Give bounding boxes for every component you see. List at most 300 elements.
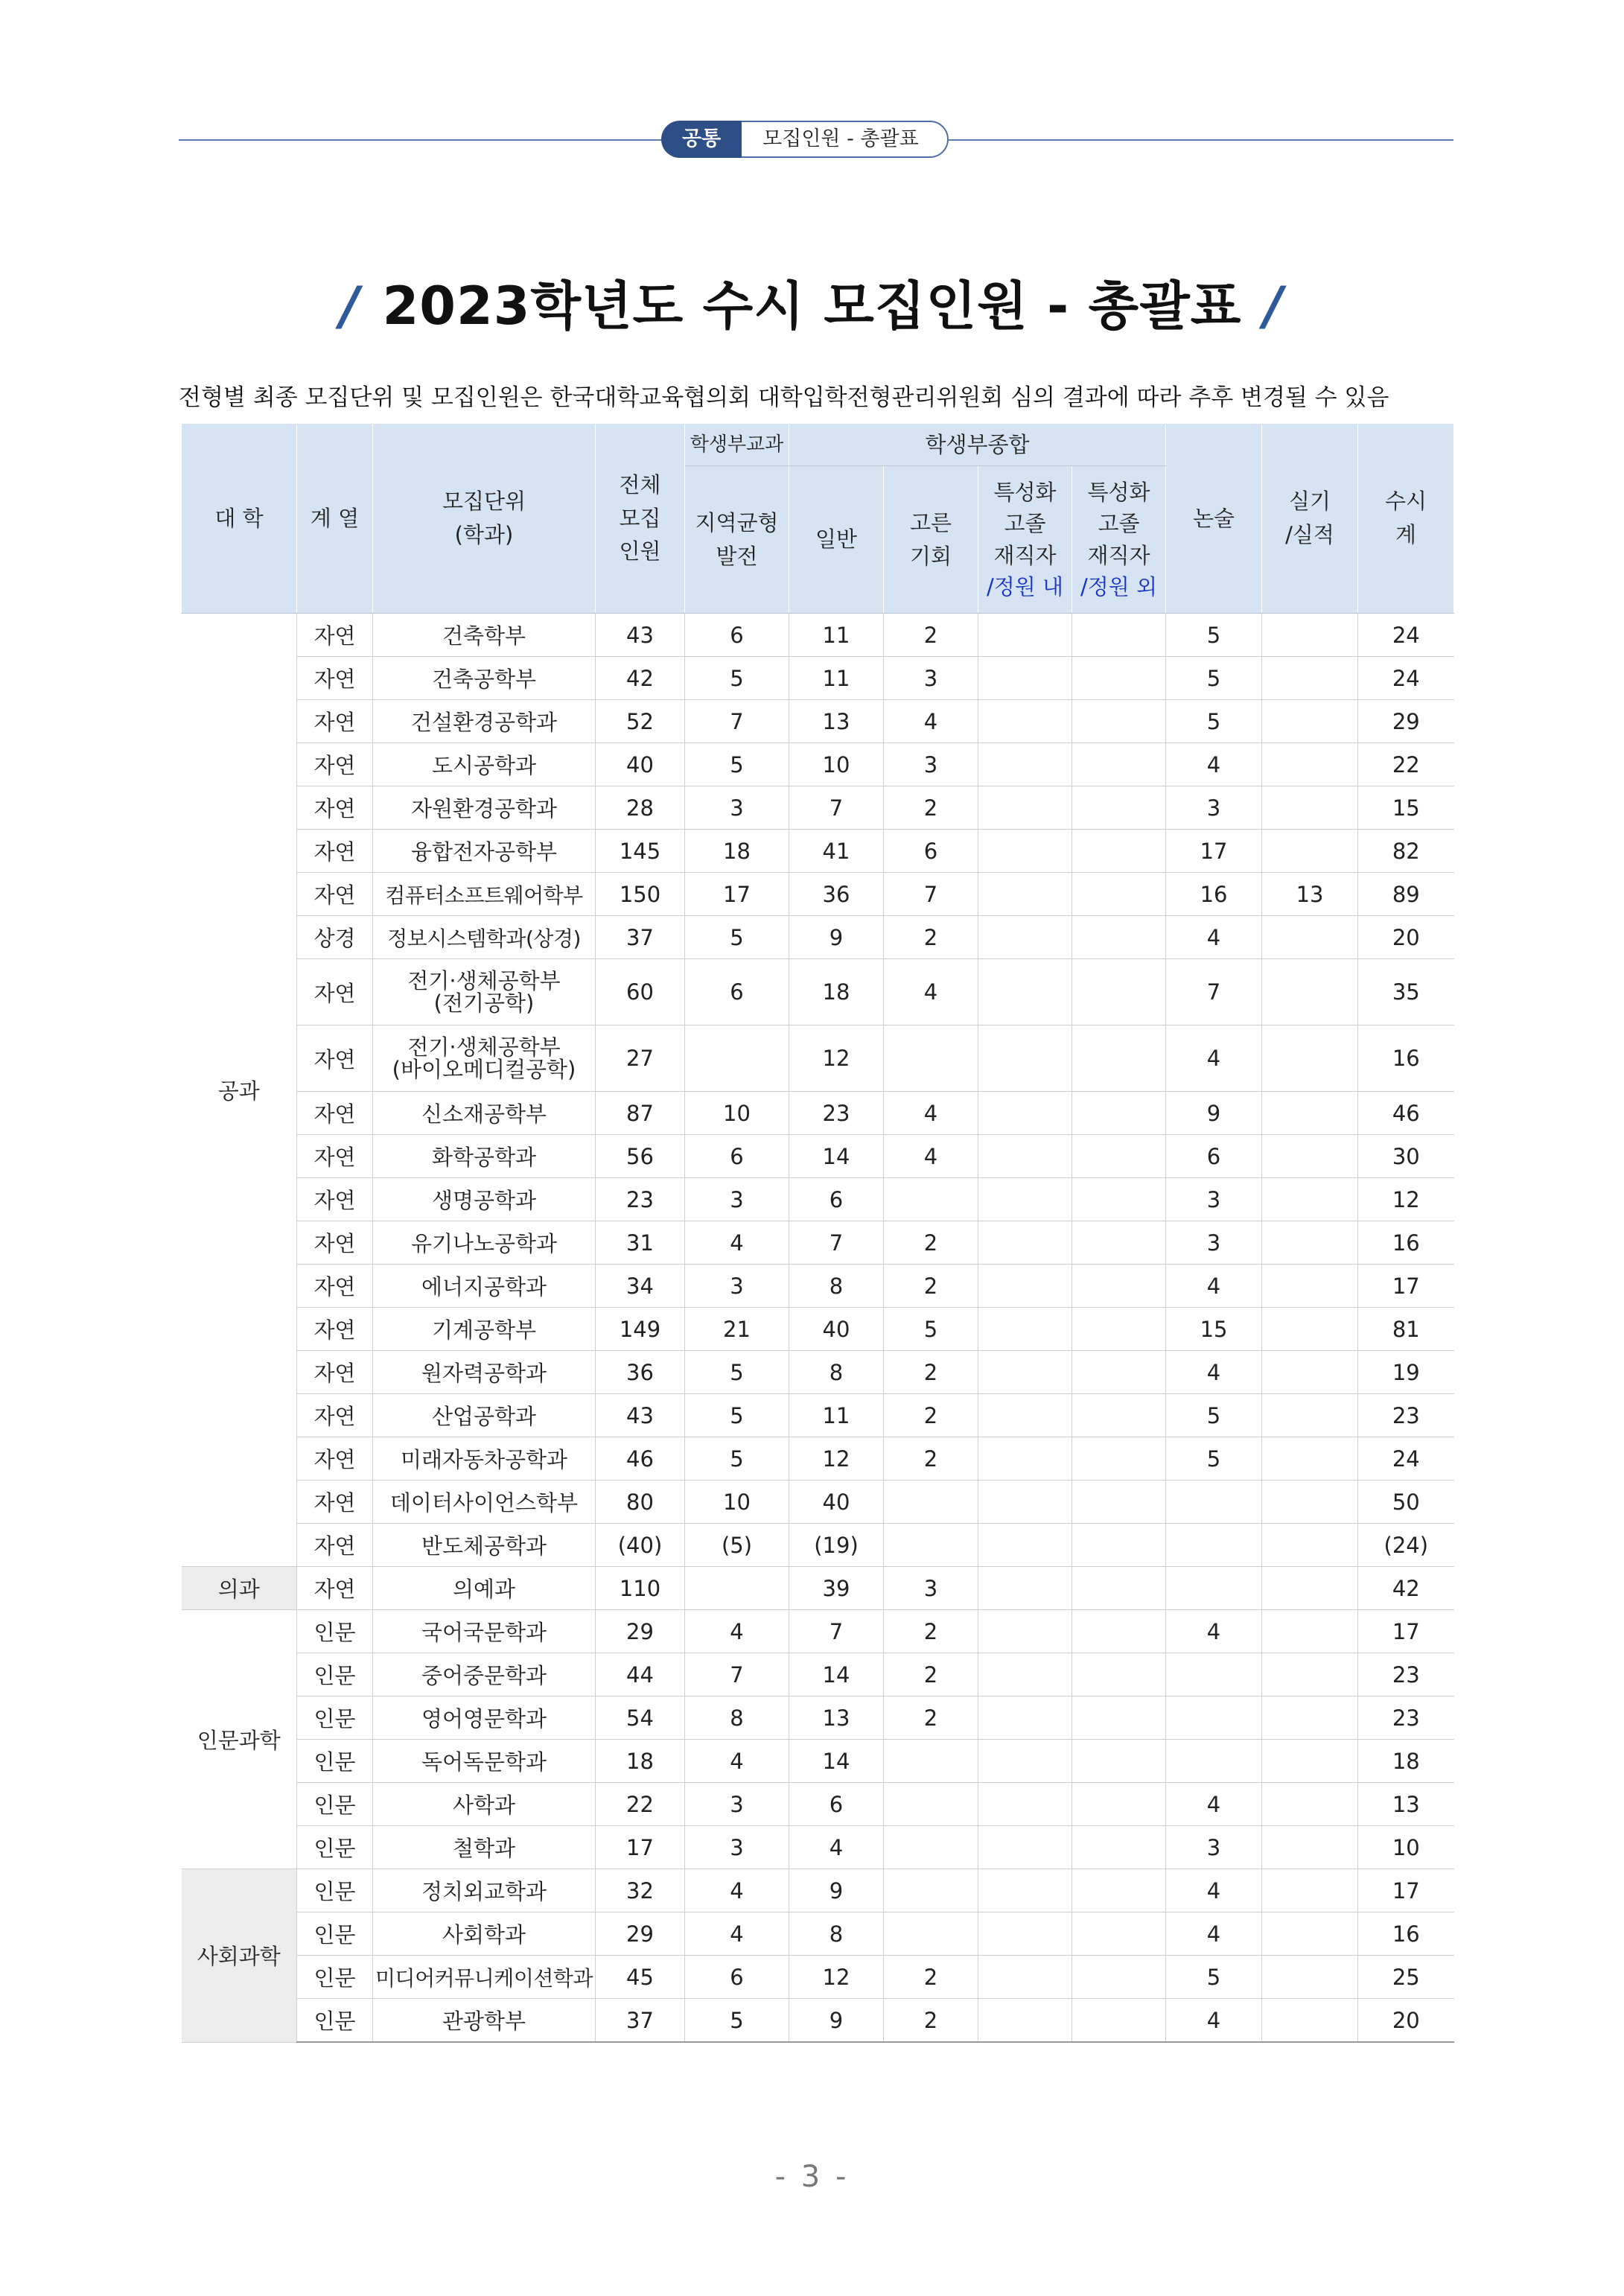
cell-practical	[1262, 1826, 1358, 1869]
cell-equal	[884, 1912, 978, 1956]
cell-general: 14	[789, 1653, 884, 1696]
cell-practical	[1262, 1135, 1358, 1178]
dept-cell: 원자력공학과	[373, 1351, 596, 1394]
cell-essay: 3	[1166, 1221, 1262, 1265]
cell-susi: 12	[1358, 1178, 1454, 1221]
cell-general: 11	[789, 1394, 884, 1437]
table-row	[182, 1178, 1454, 1221]
cell-essay: 3	[1166, 1826, 1262, 1869]
cell-susi: 16	[1358, 1221, 1454, 1265]
cell-spec-in	[978, 916, 1072, 959]
cell-spec-in	[978, 657, 1072, 700]
dept-cell: 영어영문학과	[373, 1696, 596, 1740]
cell-total: 40	[596, 743, 685, 786]
cell-spec-out	[1072, 1956, 1166, 1999]
cell-total: 44	[596, 1653, 685, 1696]
dept-cell: 도시공학과	[373, 743, 596, 786]
cell-spec-out	[1072, 1912, 1166, 1956]
cell-practical	[1262, 959, 1358, 1025]
cell-total: 149	[596, 1308, 685, 1351]
cell-practical	[1262, 1394, 1358, 1437]
cell-general: 23	[789, 1092, 884, 1135]
cell-equal: 4	[884, 1092, 978, 1135]
cell-susi: (24)	[1358, 1524, 1454, 1567]
dept-cell: 정치외교학과	[373, 1869, 596, 1912]
cell-general: 14	[789, 1740, 884, 1783]
cell-spec-out	[1072, 1610, 1166, 1653]
cell-essay	[1166, 1481, 1262, 1524]
cell-practical	[1262, 1437, 1358, 1481]
field-cell: 자연	[297, 1481, 373, 1524]
dept-cell: 관광학부	[373, 1999, 596, 2043]
title-slash-left: /	[340, 276, 360, 337]
cell-spec-in	[978, 1783, 1072, 1826]
cell-general: 6	[789, 1178, 884, 1221]
dept-cell: 자원환경공학과	[373, 786, 596, 830]
cell-practical	[1262, 1092, 1358, 1135]
cell-susi: 24	[1358, 614, 1454, 657]
cell-regional: 5	[685, 916, 789, 959]
table-row	[182, 1025, 1454, 1092]
cell-regional: 6	[685, 1956, 789, 1999]
table-row	[182, 1524, 1454, 1567]
header-special-out: 특성화 고졸 재직자 /정원 외	[1072, 466, 1166, 614]
cell-susi: 10	[1358, 1826, 1454, 1869]
cell-regional: 4	[685, 1869, 789, 1912]
field-cell: 자연	[297, 700, 373, 743]
cell-spec-in	[978, 1265, 1072, 1308]
cell-spec-out	[1072, 1394, 1166, 1437]
cell-general: 4	[789, 1826, 884, 1869]
field-cell: 자연	[297, 1394, 373, 1437]
cell-spec-in	[978, 1221, 1072, 1265]
cell-susi: 15	[1358, 786, 1454, 830]
cell-regional: 5	[685, 657, 789, 700]
cell-regional: 3	[685, 1265, 789, 1308]
cell-practical	[1262, 916, 1358, 959]
cell-essay: 15	[1166, 1308, 1262, 1351]
cell-total: 31	[596, 1221, 685, 1265]
cell-equal: 5	[884, 1308, 978, 1351]
table-row	[182, 614, 1454, 657]
cell-spec-out	[1072, 1826, 1166, 1869]
cell-total: 110	[596, 1567, 685, 1610]
dept-cell: 데이터사이언스학부	[373, 1481, 596, 1524]
table-row	[182, 786, 1454, 830]
cell-practical	[1262, 1740, 1358, 1783]
cell-regional	[685, 1025, 789, 1092]
dept-cell: 유기나노공학과	[373, 1221, 596, 1265]
cell-general: 10	[789, 743, 884, 786]
cell-susi: 19	[1358, 1351, 1454, 1394]
cell-general: 8	[789, 1351, 884, 1394]
cell-regional: 5	[685, 1351, 789, 1394]
cell-practical	[1262, 700, 1358, 743]
cell-spec-in	[978, 1351, 1072, 1394]
field-cell: 자연	[297, 1308, 373, 1351]
cell-equal	[884, 1025, 978, 1092]
cell-general: 40	[789, 1481, 884, 1524]
cell-practical	[1262, 786, 1358, 830]
cell-general: 9	[789, 1869, 884, 1912]
cell-susi: 46	[1358, 1092, 1454, 1135]
title-slash-right: /	[1264, 276, 1284, 337]
cell-total: 56	[596, 1135, 685, 1178]
cell-spec-out	[1072, 1351, 1166, 1394]
cell-spec-out	[1072, 830, 1166, 873]
table-row	[182, 1912, 1454, 1956]
field-cell: 자연	[297, 830, 373, 873]
field-cell: 인문	[297, 1999, 373, 2043]
cell-practical	[1262, 1869, 1358, 1912]
cell-general: 6	[789, 1783, 884, 1826]
field-cell: 인문	[297, 1610, 373, 1653]
college-cell: 의과	[182, 1567, 297, 1610]
cell-equal: 2	[884, 1265, 978, 1308]
field-cell: 인문	[297, 1696, 373, 1740]
table-row	[182, 1221, 1454, 1265]
cell-total: 17	[596, 1826, 685, 1869]
cell-equal: 4	[884, 959, 978, 1025]
cell-spec-in	[978, 700, 1072, 743]
cell-total: 36	[596, 1351, 685, 1394]
cell-total: 52	[596, 700, 685, 743]
field-cell: 인문	[297, 1869, 373, 1912]
cell-susi: 42	[1358, 1567, 1454, 1610]
cell-spec-out	[1072, 1481, 1166, 1524]
cell-practical	[1262, 614, 1358, 657]
cell-total: 87	[596, 1092, 685, 1135]
cell-essay: 6	[1166, 1135, 1262, 1178]
table-row	[182, 1481, 1454, 1524]
cell-practical	[1262, 1025, 1358, 1092]
cell-total: 46	[596, 1437, 685, 1481]
cell-essay: 5	[1166, 1956, 1262, 1999]
cell-equal: 2	[884, 614, 978, 657]
dept-cell: 미래자동차공학과	[373, 1437, 596, 1481]
title-text: 2023학년도 수시 모집인원 - 총괄표	[382, 276, 1242, 337]
field-cell: 인문	[297, 1912, 373, 1956]
field-cell: 자연	[297, 743, 373, 786]
cell-susi: 82	[1358, 830, 1454, 873]
cell-spec-in	[978, 1437, 1072, 1481]
cell-regional: 6	[685, 1135, 789, 1178]
table-row	[182, 1999, 1454, 2043]
header-practical: 실기 /실적	[1262, 424, 1358, 614]
dept-cell: 화학공학과	[373, 1135, 596, 1178]
dept-cell: 반도체공학과	[373, 1524, 596, 1567]
cell-equal: 3	[884, 743, 978, 786]
cell-essay: 5	[1166, 1437, 1262, 1481]
cell-general: 14	[789, 1135, 884, 1178]
field-cell: 자연	[297, 1092, 373, 1135]
cell-susi: 22	[1358, 743, 1454, 786]
cell-susi: 24	[1358, 1437, 1454, 1481]
cell-general: 41	[789, 830, 884, 873]
cell-essay	[1166, 1696, 1262, 1740]
cell-spec-in	[978, 1135, 1072, 1178]
cell-spec-in	[978, 959, 1072, 1025]
cell-spec-in	[978, 1826, 1072, 1869]
cell-general: 11	[789, 657, 884, 700]
cell-spec-in	[978, 786, 1072, 830]
cell-regional: 4	[685, 1221, 789, 1265]
field-cell: 자연	[297, 614, 373, 657]
cell-essay: 5	[1166, 700, 1262, 743]
cell-spec-out	[1072, 1524, 1166, 1567]
cell-regional: 4	[685, 1610, 789, 1653]
college-cell: 인문과학	[182, 1610, 297, 1869]
cell-regional: 5	[685, 1394, 789, 1437]
cell-regional: 18	[685, 830, 789, 873]
header-general: 일반	[789, 466, 884, 614]
cell-essay: 4	[1166, 1999, 1262, 2043]
header-field: 계 열	[297, 424, 373, 614]
cell-practical	[1262, 830, 1358, 873]
cell-essay: 3	[1166, 1178, 1262, 1221]
cell-spec-in	[978, 830, 1072, 873]
cell-spec-out	[1072, 1178, 1166, 1221]
table-row	[182, 1567, 1454, 1610]
header-total: 전체 모집 인원	[596, 424, 685, 614]
cell-essay: 4	[1166, 1265, 1262, 1308]
cell-general: 7	[789, 786, 884, 830]
cell-regional: 17	[685, 873, 789, 916]
cell-spec-out	[1072, 786, 1166, 830]
field-cell: 자연	[297, 786, 373, 830]
field-cell: 상경	[297, 916, 373, 959]
cell-susi: 20	[1358, 916, 1454, 959]
cell-equal: 2	[884, 1351, 978, 1394]
table-row	[182, 700, 1454, 743]
cell-equal: 2	[884, 786, 978, 830]
cell-general: 12	[789, 1025, 884, 1092]
field-cell: 자연	[297, 657, 373, 700]
cell-spec-in	[978, 1696, 1072, 1740]
cell-essay: 3	[1166, 786, 1262, 830]
dept-cell: 산업공학과	[373, 1394, 596, 1437]
cell-total: 23	[596, 1178, 685, 1221]
admission-table	[181, 423, 1454, 2043]
cell-total: 37	[596, 916, 685, 959]
cell-total: 145	[596, 830, 685, 873]
cell-total: 22	[596, 1783, 685, 1826]
cell-equal: 2	[884, 916, 978, 959]
field-cell: 인문	[297, 1783, 373, 1826]
cell-equal: 2	[884, 1394, 978, 1437]
cell-spec-out	[1072, 1437, 1166, 1481]
cell-practical	[1262, 1912, 1358, 1956]
table-row	[182, 1740, 1454, 1783]
cell-equal: 2	[884, 1956, 978, 1999]
cell-susi: 20	[1358, 1999, 1454, 2043]
cell-regional: 6	[685, 614, 789, 657]
cell-total: 45	[596, 1956, 685, 1999]
cell-total: 28	[596, 786, 685, 830]
cell-general: 13	[789, 700, 884, 743]
cell-susi: 25	[1358, 1956, 1454, 1999]
cell-total: 37	[596, 1999, 685, 2043]
dept-cell: 융합전자공학부	[373, 830, 596, 873]
cell-practical	[1262, 1610, 1358, 1653]
cell-essay	[1166, 1653, 1262, 1696]
cell-spec-out	[1072, 1696, 1166, 1740]
cell-general: (19)	[789, 1524, 884, 1567]
field-cell: 자연	[297, 1567, 373, 1610]
category-tag: 공통	[661, 121, 742, 158]
cell-total: 34	[596, 1265, 685, 1308]
table-row	[182, 1653, 1454, 1696]
cell-regional: 4	[685, 1912, 789, 1956]
header-group-gyogwa: 학생부교과	[685, 424, 789, 466]
cell-equal: 2	[884, 1610, 978, 1653]
cell-spec-in	[978, 1178, 1072, 1221]
header-unit: 모집단위 (학과)	[373, 424, 596, 614]
cell-general: 8	[789, 1912, 884, 1956]
cell-regional: 3	[685, 1826, 789, 1869]
cell-equal	[884, 1178, 978, 1221]
cell-susi: 35	[1358, 959, 1454, 1025]
cell-equal: 6	[884, 830, 978, 873]
cell-total: 43	[596, 1394, 685, 1437]
cell-susi: 16	[1358, 1912, 1454, 1956]
cell-total: 32	[596, 1869, 685, 1912]
dept-cell: 에너지공학과	[373, 1265, 596, 1308]
cell-spec-in	[978, 1912, 1072, 1956]
cell-essay: 4	[1166, 1610, 1262, 1653]
cell-spec-in	[978, 743, 1072, 786]
section-name: 모집인원 - 총괄표	[728, 121, 948, 158]
cell-susi: 17	[1358, 1265, 1454, 1308]
dept-cell: 전기·생체공학부 (전기공학)	[373, 959, 596, 1025]
dept-cell: 전기·생체공학부 (바이오메디컬공학)	[373, 1025, 596, 1092]
cell-regional	[685, 1567, 789, 1610]
cell-practical	[1262, 1265, 1358, 1308]
cell-general: 39	[789, 1567, 884, 1610]
cell-equal: 2	[884, 1437, 978, 1481]
field-cell: 자연	[297, 959, 373, 1025]
table-row	[182, 1308, 1454, 1351]
header-special-in: 특성화 고졸 재직자 /정원 내	[978, 466, 1072, 614]
cell-spec-in	[978, 1567, 1072, 1610]
cell-spec-in	[978, 1740, 1072, 1783]
cell-total: (40)	[596, 1524, 685, 1567]
table-row	[182, 1394, 1454, 1437]
cell-susi: 29	[1358, 700, 1454, 743]
cell-spec-out	[1072, 614, 1166, 657]
table-row	[182, 959, 1454, 1025]
cell-practical	[1262, 1696, 1358, 1740]
field-cell: 인문	[297, 1826, 373, 1869]
cell-susi: 24	[1358, 657, 1454, 700]
cell-regional: 6	[685, 959, 789, 1025]
cell-general: 11	[789, 614, 884, 657]
cell-essay	[1166, 1524, 1262, 1567]
cell-spec-out	[1072, 1999, 1166, 2043]
cell-total: 43	[596, 614, 685, 657]
dept-cell: 국어국문학과	[373, 1610, 596, 1653]
dept-cell: 컴퓨터소프트웨어학부	[373, 873, 596, 916]
cell-spec-out	[1072, 916, 1166, 959]
cell-regional: (5)	[685, 1524, 789, 1567]
cell-susi: 13	[1358, 1783, 1454, 1826]
cell-spec-in	[978, 1610, 1072, 1653]
cell-general: 18	[789, 959, 884, 1025]
page-number: - 3 -	[774, 2160, 850, 2194]
cell-practical	[1262, 1351, 1358, 1394]
cell-general: 9	[789, 1999, 884, 2043]
cell-equal: 4	[884, 1135, 978, 1178]
table-row	[182, 1869, 1454, 1912]
field-cell: 인문	[297, 1740, 373, 1783]
cell-spec-out	[1072, 657, 1166, 700]
cell-practical	[1262, 1999, 1358, 2043]
cell-spec-out	[1072, 1025, 1166, 1092]
section-tag	[661, 121, 949, 158]
cell-essay: 7	[1166, 959, 1262, 1025]
cell-equal: 2	[884, 1221, 978, 1265]
cell-susi: 81	[1358, 1308, 1454, 1351]
cell-spec-in	[978, 1956, 1072, 1999]
field-cell: 자연	[297, 1351, 373, 1394]
cell-total: 42	[596, 657, 685, 700]
cell-regional: 10	[685, 1481, 789, 1524]
header-college: 대 학	[182, 424, 297, 614]
cell-essay: 4	[1166, 916, 1262, 959]
table-row	[182, 743, 1454, 786]
cell-equal	[884, 1869, 978, 1912]
table-row	[182, 873, 1454, 916]
dept-cell: 생명공학과	[373, 1178, 596, 1221]
field-cell: 인문	[297, 1653, 373, 1696]
cell-regional: 7	[685, 1653, 789, 1696]
cell-general: 12	[789, 1437, 884, 1481]
table-row	[182, 1826, 1454, 1869]
cell-susi: 23	[1358, 1696, 1454, 1740]
cell-susi: 23	[1358, 1394, 1454, 1437]
field-cell: 자연	[297, 1265, 373, 1308]
cell-regional: 3	[685, 786, 789, 830]
cell-spec-in	[978, 1653, 1072, 1696]
cell-spec-in	[978, 1308, 1072, 1351]
cell-essay: 5	[1166, 657, 1262, 700]
field-cell: 자연	[297, 1221, 373, 1265]
cell-practical: 13	[1262, 873, 1358, 916]
cell-susi: 89	[1358, 873, 1454, 916]
cell-spec-out	[1072, 700, 1166, 743]
cell-practical	[1262, 1178, 1358, 1221]
cell-regional: 5	[685, 1437, 789, 1481]
cell-general: 7	[789, 1221, 884, 1265]
cell-spec-out	[1072, 1783, 1166, 1826]
cell-essay	[1166, 1740, 1262, 1783]
cell-equal: 4	[884, 700, 978, 743]
cell-total: 80	[596, 1481, 685, 1524]
header-group-jonghap: 학생부종합	[789, 424, 1166, 466]
dept-cell: 정보시스템학과(상경)	[373, 916, 596, 959]
cell-practical	[1262, 1221, 1358, 1265]
cell-equal: 2	[884, 1999, 978, 2043]
field-cell: 자연	[297, 1178, 373, 1221]
cell-general: 13	[789, 1696, 884, 1740]
cell-essay: 16	[1166, 873, 1262, 916]
header-regional: 지역균형 발전	[685, 466, 789, 614]
cell-practical	[1262, 1783, 1358, 1826]
cell-equal	[884, 1826, 978, 1869]
cell-essay: 4	[1166, 1912, 1262, 1956]
cell-essay: 5	[1166, 614, 1262, 657]
cell-susi: 17	[1358, 1610, 1454, 1653]
